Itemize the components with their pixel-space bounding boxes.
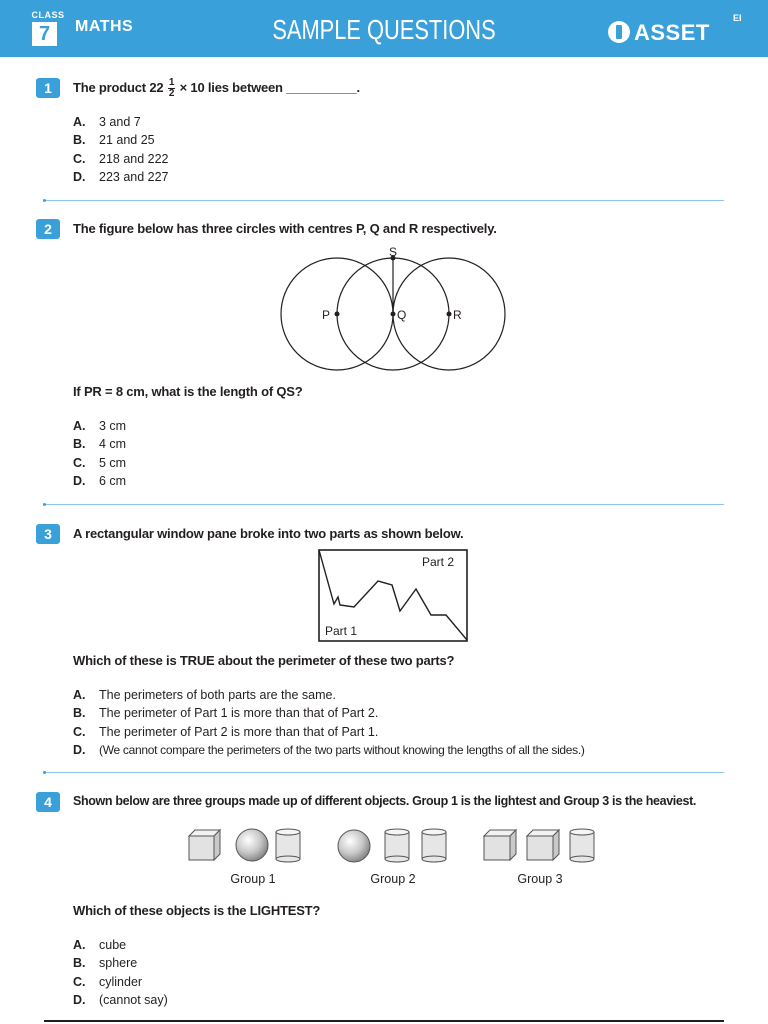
- option-item[interactable]: D. (cannot say): [73, 992, 168, 1007]
- question-prompt: If PR = 8 cm, what is the length of QS?: [73, 384, 303, 399]
- options-list: [73, 113, 169, 186]
- point-q: [391, 312, 396, 317]
- pencil-icon: [608, 21, 630, 43]
- option-item[interactable]: B. The perimeter of Part 1 is more than that of Part 2.: [73, 706, 379, 721]
- class-badge: [30, 10, 66, 46]
- fraction-numerator: 1: [168, 77, 175, 88]
- stem-prefix: The product 22: [73, 79, 164, 95]
- option-item[interactable]: B. 4 cm: [73, 437, 127, 452]
- option-item[interactable]: D. (We cannot compare the perimeters of the two parts without knowing the lengths of all the sides.): [73, 742, 585, 757]
- cylinder-icon: [276, 829, 300, 862]
- three-circles-figure: [270, 240, 520, 375]
- sphere-icon: [236, 829, 268, 861]
- fraction-denominator: 2: [168, 88, 175, 99]
- question-stem: The figure below has three circles with centres P, Q and R respectively.: [73, 221, 497, 236]
- option-item[interactable]: D. 223 and 227: [73, 169, 169, 184]
- options-list: [73, 686, 585, 759]
- group-2-label: Group 2: [370, 872, 416, 886]
- group-3-label: Group 3: [517, 872, 563, 886]
- question-stem: [73, 78, 360, 99]
- question-divider: [44, 200, 724, 201]
- options-list: [73, 936, 168, 1009]
- options-list: [73, 417, 126, 490]
- option-item[interactable]: B. 21 and 25: [73, 133, 155, 148]
- stem-suffix: × 10 lies between __________.: [179, 79, 360, 95]
- logo-superscript: EI: [733, 13, 742, 23]
- label-r: R: [453, 308, 462, 322]
- option-item[interactable]: A. 3 cm: [73, 419, 127, 433]
- question-number: 1: [36, 78, 60, 98]
- fraction: [168, 78, 175, 99]
- option-item[interactable]: C. 218 and 222: [73, 151, 169, 166]
- question-stem: A rectangular window pane broke into two parts as shown below.: [73, 526, 464, 541]
- object-groups-figure: [180, 822, 610, 870]
- question-prompt: Which of these objects is the LIGHTEST?: [73, 903, 321, 918]
- group-1-label: Group 1: [230, 872, 276, 886]
- cylinder-icon: [570, 829, 594, 862]
- option-item[interactable]: C. 5 cm: [73, 455, 127, 470]
- label-q: Q: [397, 308, 407, 322]
- option-item[interactable]: A. The perimeters of both parts are the same.: [73, 688, 336, 702]
- option-item[interactable]: A. 3 and 7: [73, 115, 141, 129]
- label-part-1: Part 1: [325, 624, 358, 638]
- question-number: 3: [36, 524, 60, 544]
- cube-icon: [527, 830, 559, 860]
- question-divider: [44, 504, 724, 505]
- class-label: CLASS: [31, 10, 65, 20]
- page-title: SAMPLE QUESTIONS: [272, 14, 496, 45]
- label-s: S: [389, 245, 398, 259]
- sphere-icon: [338, 830, 370, 862]
- logo-text: ASSET: [634, 20, 710, 45]
- option-item[interactable]: A. cube: [73, 938, 127, 952]
- question-divider: [44, 772, 724, 773]
- page-bottom-rule: [44, 1020, 724, 1022]
- question-prompt: Which of these is TRUE about the perimeter of these two parts?: [73, 653, 455, 668]
- header-bar: [0, 0, 768, 57]
- label-part-2: Part 2: [422, 555, 455, 569]
- option-item[interactable]: C. The perimeter of Part 2 is more than that of Part 1.: [73, 724, 379, 739]
- point-r: [447, 312, 452, 317]
- cube-icon: [189, 830, 220, 860]
- class-number: 7: [32, 22, 57, 46]
- question-stem: Shown below are three groups made up of different objects. Group 1 is the lightest and Group 3 is the heaviest.: [73, 794, 697, 808]
- point-p: [335, 312, 340, 317]
- label-p: P: [322, 308, 331, 322]
- option-item[interactable]: D. 6 cm: [73, 473, 127, 488]
- option-item[interactable]: C. cylinder: [73, 974, 143, 989]
- cylinder-icon: [385, 829, 409, 862]
- question-number: 4: [36, 792, 60, 812]
- cylinder-icon: [422, 829, 446, 862]
- window-pane-figure: [318, 549, 470, 643]
- question-number: 2: [36, 219, 60, 239]
- cube-icon: [484, 830, 516, 860]
- subject-label: MATHS: [75, 18, 134, 35]
- option-item[interactable]: B. sphere: [73, 956, 138, 971]
